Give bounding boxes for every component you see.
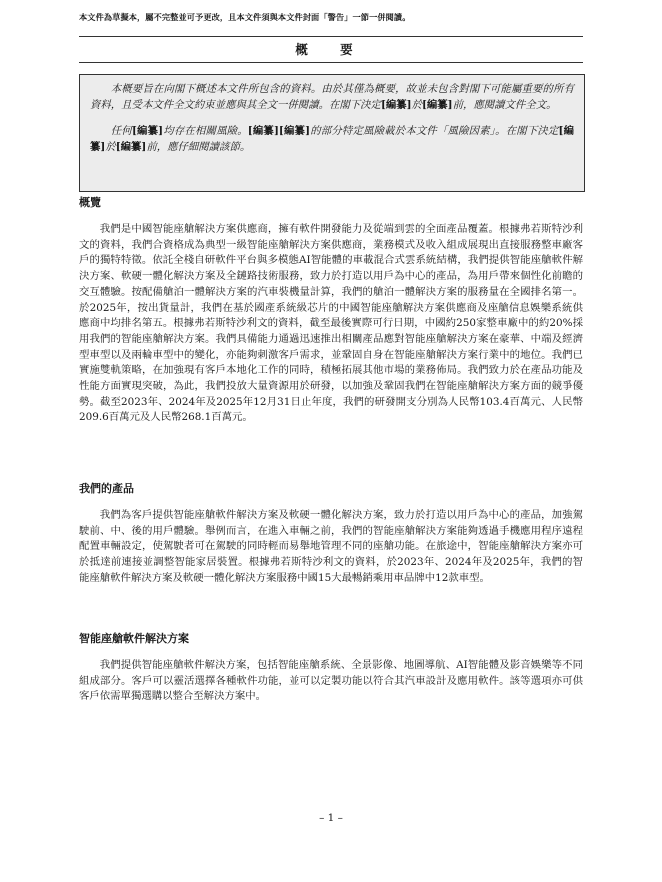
redacted-term: [編纂] <box>380 99 412 112</box>
notice-text: 的部分特定風險載於本文件「風險因素」。在閣下決定 <box>310 124 559 137</box>
products-paragraph: 我們為客戶提供智能座艙軟件解決方案及軟硬一體化解決方案，致力於打造以用戶為中心的產品，加強駕駛前、中、後的用戶體驗。舉例而言，在進入車輛之前，我們的智能座艙解決方案能夠透過手機應用程序遠程配置車輛設定，使駕駛者可在駕駛的同時輕而易舉地管理不同的座艙功能。在旅途中，智能座艙解決方案亦可於抵達前連接並調整智能家居裝置。根據弗若斯特沙利文的資料，於2023年、2024年及2025年，我們的智能座艙軟件解決方案及軟硬一體化解決方案服務中國15大最暢銷乘用車品牌中12款車型。 <box>79 509 583 584</box>
title-rule <box>79 62 583 63</box>
notice-text: 本概要旨在向閣下概述本文件所包含的資料。由於其僅為概要，故並未包含對閣下可能屬重要的所有資料，且受本文件全文約束並應與其全文一併閱讀。在閣下決定 <box>90 83 574 112</box>
page-number: – 1 – <box>319 812 343 824</box>
redacted-term: [編纂] <box>115 140 147 153</box>
notice-text: 前，應仔細閱讀該節。 <box>146 140 251 153</box>
overview-heading: 概覽 <box>79 196 101 209</box>
products-heading: 我們的產品 <box>79 482 134 495</box>
software-solutions-paragraph: 我們提供智能座艙軟件解決方案，包括智能座艙系統、全景影像、地圖導航、AI智能體及影音娛樂等不同組成部分。客戶可以靈活選擇各種軟件功能，並可以定製功能以符合其汽車設計及應用軟件。該等選項亦可供客戶依需單獨選購以整合至解決方案中。 <box>79 659 583 703</box>
notice-paragraph-2 <box>90 123 574 156</box>
page-title: 概 要 <box>295 42 367 57</box>
redacted-term: [編纂][編纂] <box>247 124 311 137</box>
notice-text: 任何 <box>110 124 132 137</box>
notice-text: 於 <box>105 140 116 153</box>
software-solutions-heading: 智能座艙軟件解決方案 <box>79 632 189 645</box>
redacted-term: [編纂] <box>90 124 575 153</box>
top-rule <box>79 36 583 37</box>
overview-paragraph: 我們是中國智能座艙解決方案供應商，擁有軟件開發能力及從端到雲的全面產品覆蓋。根據弗若斯特沙利文的資料，我們合資格成為典型一級智能座艙解決方案供應商，業務模式及收入組成展現出直接服務整車廠客戶的獨特特徵。依託全棧自研軟件平台與多模態AI智能體的車載混合式雲系統結構，我們提供智能座艙軟件解決方案、軟硬一體化解決方案及全鏈路技術服務，致力於打造以用戶為中心的產品，為用戶帶來個性化前瞻的交互體驗。按配備艙泊一體解決方案的汽車裝機量計算，我們的艙泊一體解決方案的服務量在全國排名第一。於2025年，按出貨量計，我們在基於國產系統級芯片的中國智能座艙解決方案供應商及座艙信息娛樂系統供應商中均排名第五。根據弗若斯特沙利文的資料，截至最後實際可行日期，中國約250家整車廠中的約20%採用我們的智能座艙解決方案。我們具備能力通過迅速推出相關產品應對智能座艙解決方案在豪華、中端及經濟型車型以及兩輪車型中的變化，亦能夠刺激客戶需求，並鞏固自身在智能座艙解決方案行業中的地位。我們已實施雙軌策略，在加強現有客戶本地化工作的同時，積極拓展其他市場的業務佈局。我們致力於在產品功能及性能方面實現突破，為此，我們投放大量資源用於研發，以加強及鞏固我們在智能座艙解決方案方面的競爭優勢。截至2023年、2024年及2025年12月31日止年度，我們的研發開支分別為人民幣103.4百萬元、人民幣209.6百萬元及人民幣268.1百萬元。 <box>79 223 583 424</box>
notice-paragraph-1 <box>90 81 574 114</box>
summary-notice-box <box>79 74 585 192</box>
notice-text: 均存在相關風險。 <box>163 124 248 137</box>
notice-text: 於 <box>411 99 422 112</box>
draft-notice: 本文件為草擬本，屬不完整並可予更改，且本文件須與本文件封面「警告」一節一併閱讀。 <box>79 12 411 22</box>
redacted-term: [編纂] <box>131 124 164 137</box>
redacted-term: [編纂] <box>421 99 453 112</box>
notice-text: 前，應閱讀文件全文。 <box>452 99 557 112</box>
